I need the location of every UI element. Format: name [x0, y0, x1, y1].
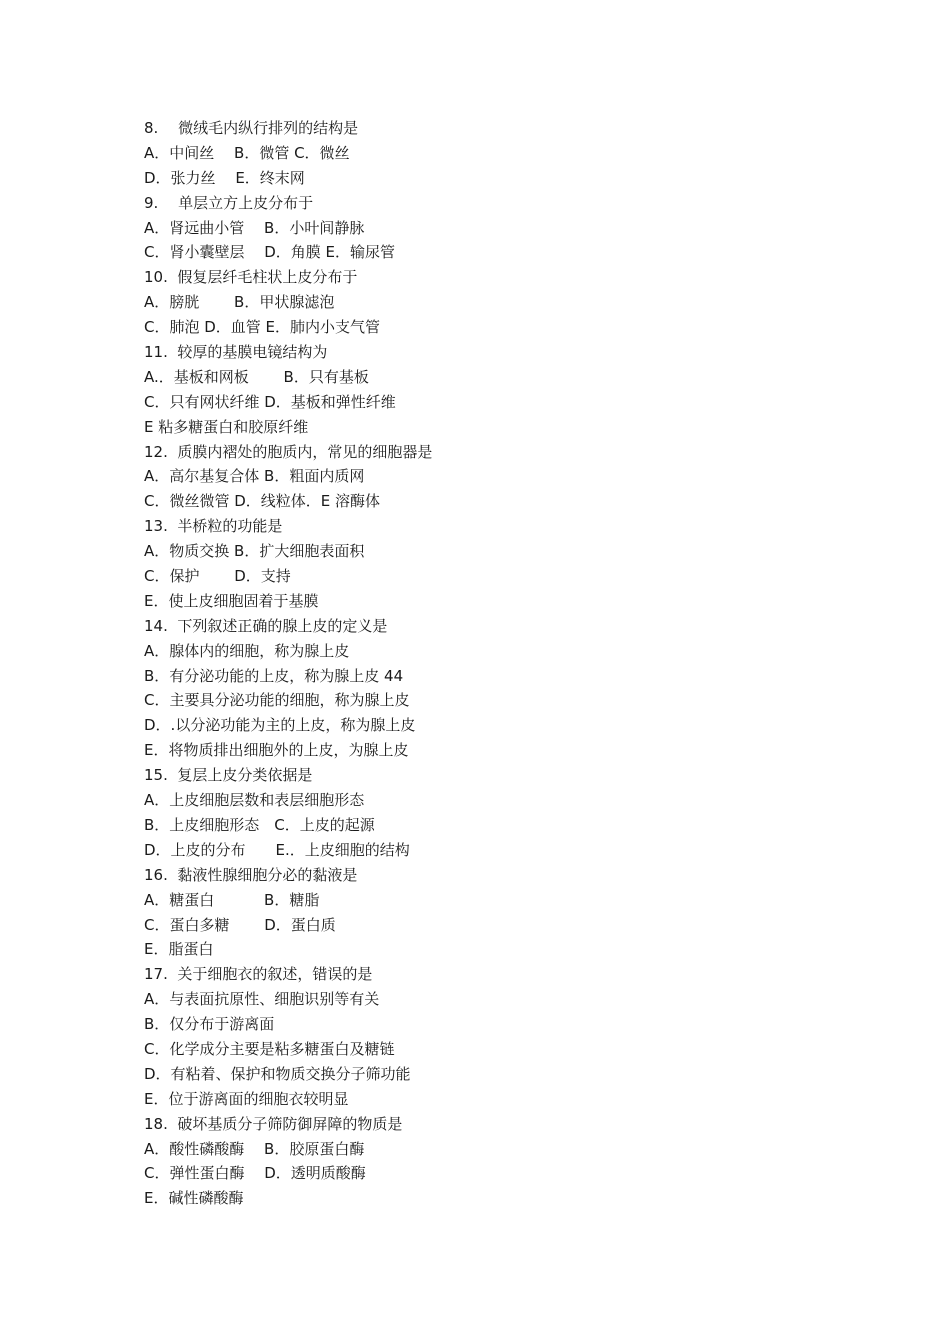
text-line: A．物质交换 B．扩大细胞表面积: [144, 542, 365, 561]
text-line: A．膀胱 B．甲状腺滤泡: [144, 293, 335, 312]
text-line: C．蛋白多糖 D．蛋白质: [144, 915, 336, 934]
text-line: 16. 黏液性腺细胞分必的黏液是: [144, 865, 358, 884]
text-line: D．上皮的分布 E.．上皮细胞的结构: [144, 840, 410, 859]
text-line: 10. 假复层纤毛柱状上皮分布于: [144, 268, 358, 287]
text-line: A．肾远曲小管 B．小叶间静脉: [144, 218, 365, 237]
text-line: C．弹性蛋白酶 D．透明质酸酶: [144, 1164, 366, 1183]
text-line: 14. 下列叙述正确的腺上皮的定义是: [144, 616, 388, 635]
text-line: D．.以分泌功能为主的上皮，称为腺上皮: [144, 716, 416, 735]
text-line: 11. 较厚的基膜电镜结构为: [144, 343, 328, 362]
text-line: 13. 半桥粒的功能是: [144, 517, 283, 536]
text-line: 8. 微绒毛内纵行排列的结构是: [144, 119, 359, 137]
text-line: B．仅分布于游离面: [144, 1015, 275, 1034]
text-line: A．腺体内的细胞，称为腺上皮: [144, 641, 350, 660]
text-line: 18. 破坏基质分子筛防御屏障的物质是: [144, 1114, 403, 1133]
text-line: E．将物质排出细胞外的上皮，为腺上皮: [144, 741, 409, 760]
text-line: C．肾小囊壁层 D．角膜 E．输尿管: [144, 243, 396, 262]
text-line: E．使上皮细胞固着于基膜: [144, 591, 319, 610]
text-line: D．有粘着、保护和物质交换分子筛功能: [144, 1064, 411, 1083]
text-line: A．与表面抗原性、细胞识别等有关: [144, 990, 380, 1009]
text-line: E．脂蛋白: [144, 940, 214, 959]
text-line: 15. 复层上皮分类依据是: [144, 766, 313, 785]
question-list: [144, 116, 904, 1211]
text-line: A．糖蛋白 B．糖脂: [144, 890, 320, 909]
text-line: C．只有网状纤维 D．基板和弹性纤维: [144, 392, 396, 411]
text-line: B．上皮细胞形态 C．上皮的起源: [144, 815, 375, 834]
text-line: 9. 单层立方上皮分布于: [144, 193, 314, 212]
text-line: A．酸性磷酸酶 B．胶原蛋白酶: [144, 1139, 365, 1158]
text-line: B．有分泌功能的上皮，称为腺上皮 44: [144, 666, 404, 685]
text-line: C．微丝微管 D．线粒体．E 溶酶体: [144, 492, 381, 511]
text-line: A．中间丝 B．微管 C．微丝: [144, 143, 350, 162]
text-line: C．保护 D．支持: [144, 567, 291, 586]
text-line: A.．基板和网板 B．只有基板: [144, 367, 369, 386]
text-line: D．张力丝 E．终末网: [144, 168, 305, 187]
text-line: E．位于游离面的细胞衣较明显: [144, 1089, 349, 1108]
text-line: C．主要具分泌功能的细胞，称为腺上皮: [144, 691, 410, 710]
text-line: E．碱性磷酸酶: [144, 1189, 244, 1208]
text-line: A．上皮细胞层数和表层细胞形态: [144, 791, 365, 810]
text-line: E 粘多糖蛋白和胶原纤维: [144, 417, 309, 436]
text-line: 12. 质膜内褶处的胞质内，常见的细胞器是: [144, 442, 433, 461]
text-line: A．高尔基复合体 B．粗面内质网: [144, 467, 365, 486]
text-line: C．肺泡 D．血管 E．肺内小支气管: [144, 318, 381, 337]
text-line: C．化学成分主要是粘多糖蛋白及糖链: [144, 1039, 395, 1058]
text-line: 17. 关于细胞衣的叙述，错误的是: [144, 965, 373, 984]
